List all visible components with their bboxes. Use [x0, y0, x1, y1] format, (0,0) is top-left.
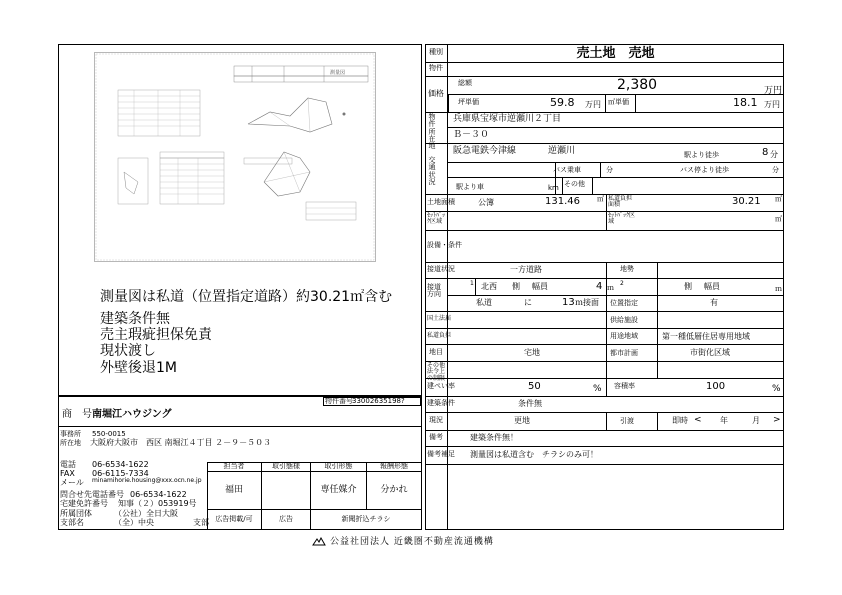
land-use-value: 宅地: [524, 348, 540, 357]
company-address: 大阪府大阪市 西区 南堀江４丁目 ２－９－５０３: [90, 438, 272, 447]
survey-drawing: [94, 52, 376, 262]
delivery-bracket-right: >: [773, 415, 781, 425]
label-private-road: 私道負担: [427, 332, 452, 339]
label-utility: 供給施設: [610, 316, 638, 324]
label-delivery: 引渡: [620, 417, 634, 425]
contact-label: 問合せ先電話番号: [60, 490, 124, 499]
bus-walk-unit: 分: [772, 166, 779, 174]
label-traffic: 交通状況: [428, 156, 436, 187]
svg-text:測量図: 測量図: [330, 70, 346, 76]
label-setback: ｾｯﾄﾊﾞｯｸ区域: [427, 212, 446, 225]
contact-tel: 06-6534-1622: [130, 490, 187, 499]
form-header: 取引形態: [324, 462, 353, 470]
car-label: 駅より車: [456, 183, 484, 191]
survey-note: 測量図は私道（位置指定道路）約30.21㎡含む: [100, 289, 393, 305]
label-city-planning: 都市計画: [610, 349, 638, 357]
listing-title: 売土地 売地: [576, 46, 655, 61]
company-name-label: 商 号: [62, 409, 92, 420]
road-width-label: 幅員: [532, 282, 548, 291]
label-total: 総額: [458, 79, 472, 87]
label-zoning: 地勢: [620, 265, 634, 273]
coverage-value: 50: [528, 381, 541, 392]
city-plan: 市街化区域: [690, 348, 730, 357]
delivery-value: 即時: [672, 416, 688, 425]
bus-walk-label: バス停より徒歩: [680, 166, 729, 174]
ad-permission: 広告掲載/可: [215, 515, 253, 523]
warranty-note: 売主瑕疵担保免責: [100, 327, 212, 343]
label-location: 物件所在地: [428, 113, 436, 151]
road-type: 私道: [476, 298, 492, 307]
volume-unit: %: [772, 384, 781, 394]
road-contact-label: に: [524, 298, 532, 307]
price-tsubo-unit: 万円: [585, 100, 601, 109]
private-sqm: ㎡: [775, 195, 782, 203]
road2-m: ｍ: [775, 285, 782, 293]
association: （公社）全日大阪: [114, 509, 178, 518]
association-logo-icon: [312, 537, 326, 547]
registry-area: 131.46: [545, 196, 580, 207]
rail-line: 阪急電鉄今津線: [453, 146, 517, 156]
delivery-month: 月: [752, 416, 760, 425]
branch-suffix: 支部: [193, 518, 209, 527]
postal-code: 550-0015: [92, 430, 126, 438]
coverage-unit: %: [593, 384, 602, 394]
delivery-year: 年: [720, 416, 728, 425]
road2-width-label: 幅員: [704, 282, 720, 291]
road2-side: 側: [684, 282, 692, 291]
association-label: 所属団体: [60, 509, 92, 518]
label-supplement: 備考補足: [427, 450, 455, 458]
ad-label: 広告: [279, 515, 293, 523]
position-label: 位置指定: [610, 299, 638, 307]
private-area-label: 私道負担面積: [608, 195, 633, 209]
road-width: 4: [596, 281, 603, 292]
label-construction: 建築条件: [427, 399, 455, 407]
label-category: 物件: [429, 64, 443, 72]
price-total: 2,380: [617, 77, 658, 93]
fax-label: FAX: [60, 469, 75, 478]
label-road-direction: 接道方向: [427, 283, 441, 298]
current-value: 更地: [514, 416, 530, 425]
private-area: 30.21: [732, 196, 761, 207]
delivery-note: 現状渡し: [100, 343, 156, 359]
company-tel: 06-6534-1622: [92, 460, 149, 469]
road-contact-unit: ｍ接面: [575, 298, 599, 307]
setback-sqm: ㎡: [775, 215, 782, 223]
fee-header: 報酬形態: [380, 462, 408, 470]
label-volume: 容積率: [614, 382, 635, 390]
road-index-2: 2: [620, 280, 624, 287]
road-contact: 13: [562, 297, 575, 308]
registry-sqm: ㎡: [597, 195, 604, 203]
label-other-law: その他法令上の制限: [427, 362, 446, 382]
setback-note: 外壁後退1M: [100, 360, 177, 376]
license-label: 宅建免許番号: [60, 499, 108, 508]
walk-unit: 分: [770, 150, 778, 159]
property-code-label: 物件番号: [325, 397, 353, 405]
footer-association: 公益社団法人 近畿圏不動産流通機構: [330, 537, 494, 547]
price-tsubo: 59.8: [550, 96, 575, 109]
road-status: 一方道路: [510, 265, 542, 274]
other-label: その他: [564, 180, 585, 188]
label-national-land: 国土法届: [427, 315, 452, 322]
label-type: 種別: [429, 48, 443, 56]
label-coverage: 建ぺい率: [427, 382, 455, 390]
volume-value: 100: [706, 381, 726, 392]
ad-channel: 新聞折込チラシ: [341, 515, 391, 523]
road-index-1: 1: [470, 280, 474, 287]
bus-min-unit: 分: [606, 166, 613, 174]
price-unit: 万円: [764, 86, 783, 96]
label-land-area: 土地面積: [427, 198, 455, 206]
label-road-status: 接道状況: [427, 265, 455, 273]
position-value: 有: [710, 298, 718, 307]
address-label: 所在地: [60, 439, 81, 447]
label-sqm: ㎡単価: [608, 98, 629, 106]
address-line1: 兵庫県宝塚市逆瀬川２丁目: [453, 114, 562, 124]
notes-value: 建築条件無！: [470, 433, 518, 442]
delivery-bracket-left: <: [694, 415, 702, 425]
car-km: km: [548, 184, 559, 192]
label-price: 価格: [428, 89, 444, 98]
walk-label: 駅より徒歩: [684, 151, 719, 159]
fee-form: 分かれ: [380, 485, 408, 495]
agent-header: 担当者: [223, 462, 245, 470]
branch-label: 支部名: [60, 518, 84, 527]
setback-label-right: ｾｯﾄﾊﾞｯｸ区域: [608, 212, 636, 225]
road-direction: 北西: [481, 282, 497, 291]
label-use-district: 用途地域: [610, 332, 638, 340]
supplement-value: 測量図は私道含む チラシのみ可！: [470, 450, 598, 459]
registry-label: 公簿: [478, 198, 494, 207]
address-line2: Ｂ－３０: [453, 130, 490, 140]
mail-label: メール: [60, 478, 84, 487]
company-name: 南堀江ハウジング: [92, 409, 172, 420]
company-mail: minamihorie.housing@xxx.ocn.ne.jp: [92, 477, 202, 484]
road-side: 側: [512, 282, 520, 291]
label-land-category: 地目: [429, 348, 443, 356]
price-sqm: 18.1: [733, 96, 758, 109]
branch: （全）中央: [114, 518, 154, 527]
company-fax: 06-6115-7334: [92, 469, 149, 478]
conditions-value: 条件無: [518, 399, 542, 408]
station: 逆瀬川: [548, 146, 576, 156]
price-sqm-unit: 万円: [764, 100, 780, 109]
property-code: 33002635198?: [352, 397, 405, 405]
road-m: ｍ: [607, 284, 614, 292]
condition-note: 建築条件無: [100, 311, 170, 327]
license-number: 知事（２）053919号: [118, 499, 197, 508]
tel-label: 電話: [60, 460, 76, 469]
mode-header: 取引態様: [272, 462, 300, 470]
label-conditions: 設備・条件: [427, 241, 462, 249]
office-label: 事務所: [60, 430, 81, 438]
bus-label: バス乗車: [553, 166, 581, 174]
walk-min: 8: [762, 147, 769, 158]
agent-name: 福田: [224, 485, 243, 495]
label-current-state: 現況: [429, 416, 443, 424]
label-tsubo: 坪単価: [458, 98, 479, 106]
use-district: 第一種低層住居専用地域: [662, 332, 750, 341]
label-notes: 備考: [429, 433, 443, 441]
trade-form: 専任媒介: [320, 485, 357, 495]
